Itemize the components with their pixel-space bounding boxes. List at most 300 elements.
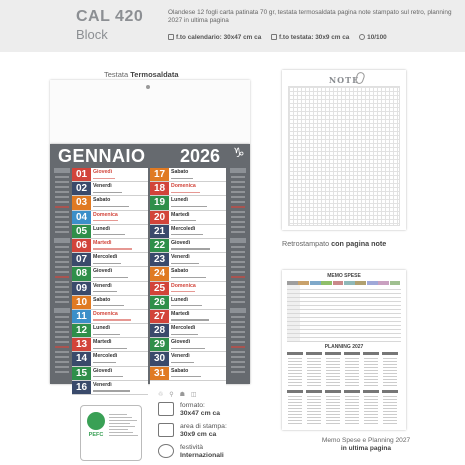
planning-day-line — [383, 402, 397, 403]
saint-line — [93, 375, 123, 379]
planning-month — [363, 352, 379, 386]
saint-line — [171, 219, 196, 223]
day-row — [72, 168, 148, 182]
planning-month — [363, 390, 379, 424]
weekday-name: Lunedì — [171, 197, 189, 204]
weekday-name: Sabato — [93, 296, 111, 303]
saint-line — [93, 204, 129, 208]
memo-column-header — [333, 281, 344, 285]
mini-month-row — [55, 276, 69, 278]
day-number: 30 — [150, 352, 169, 365]
saint-line — [171, 332, 198, 336]
planning-month-header — [344, 352, 360, 355]
planning-day-line — [307, 423, 321, 424]
fine-print-line — [109, 432, 133, 433]
weekday-name: Sabato — [93, 197, 111, 204]
day-row — [72, 182, 148, 196]
weekday-name: Domenica — [171, 282, 196, 289]
memo-row-line — [287, 289, 401, 290]
day-row — [150, 182, 226, 196]
memo-row-line — [287, 305, 401, 306]
mini-month-row — [55, 281, 69, 283]
planning-day-line — [288, 382, 302, 383]
fine-print-line — [109, 429, 128, 430]
planning-day-line — [307, 420, 321, 421]
planning-day-line — [364, 420, 378, 421]
mini-month-row — [231, 321, 245, 323]
pefc-logo: PEFC — [85, 412, 107, 442]
saint-line — [171, 275, 206, 279]
planning-day-line — [326, 364, 340, 365]
planning-day-line — [383, 361, 397, 362]
mini-month-row — [55, 216, 69, 218]
header-caption: Testata Termosaldata — [104, 70, 179, 79]
day-row — [72, 381, 148, 395]
day-number: 24 — [150, 267, 169, 280]
weekday-name: Giovedì — [93, 268, 113, 275]
planning-day-line — [307, 385, 321, 386]
planning-day-line — [383, 414, 397, 415]
planning-day-line — [288, 364, 302, 365]
planning-day-line — [326, 382, 340, 383]
planning-day-line — [326, 408, 340, 409]
mini-month-row — [231, 276, 245, 278]
day-row — [150, 352, 226, 366]
fine-print-line — [109, 435, 138, 436]
mini-month-header — [230, 168, 246, 173]
planning-month — [344, 390, 360, 424]
mini-month-row — [55, 251, 69, 253]
planning-month — [306, 390, 322, 424]
memo-column-header — [344, 281, 355, 285]
saint-line — [93, 176, 115, 180]
mini-month-row — [231, 371, 245, 373]
day-row — [72, 239, 148, 253]
planning-month-header — [344, 390, 360, 393]
memo-column-header — [355, 281, 366, 285]
spec-header: f.to testata: 30x9 cm ca — [271, 34, 349, 41]
mini-month-row — [231, 186, 245, 188]
memo-column-header — [390, 281, 401, 285]
planning-month-header — [363, 352, 379, 355]
planning-day-line — [345, 367, 359, 368]
planning-day-line — [345, 405, 359, 406]
day-row — [150, 282, 226, 296]
day-row — [150, 225, 226, 239]
year-title: 2026 — [180, 146, 221, 166]
mini-month-header — [54, 238, 70, 243]
planning-month-header — [325, 390, 341, 393]
planning-month — [344, 352, 360, 386]
planning-day-line — [364, 367, 378, 368]
weekday-name: Lunedì — [171, 296, 189, 303]
weekday-name: Mercoledì — [171, 225, 196, 232]
planning-grid — [287, 352, 401, 426]
weekday-name: Mercoledì — [171, 325, 196, 332]
planning-month — [382, 352, 398, 386]
saint-line — [171, 247, 210, 251]
planning-day-line — [307, 405, 321, 406]
planning-day-line — [364, 364, 378, 365]
day-number: 27 — [150, 310, 169, 323]
day-number: 15 — [72, 367, 91, 380]
planning-day-line — [307, 376, 321, 377]
mini-month-row — [231, 206, 245, 208]
planning-day-line — [345, 382, 359, 383]
mini-calendar-left — [54, 168, 70, 378]
planning-day-line — [345, 423, 359, 424]
globe-icon — [158, 444, 174, 458]
planning-day-line — [288, 385, 302, 386]
month-title: GENNAIO — [58, 146, 146, 166]
planning-day-line — [288, 361, 302, 362]
saint-line — [93, 247, 132, 251]
mini-month-row — [55, 186, 69, 188]
planning-day-line — [364, 402, 378, 403]
day-number: 03 — [72, 196, 91, 209]
planning-day-line — [364, 399, 378, 400]
planning-day-line — [326, 420, 340, 421]
planning-day-line — [288, 399, 302, 400]
calendar-size-icon — [168, 34, 174, 40]
memo-row-line — [287, 301, 401, 302]
memo-row-line — [287, 317, 401, 318]
day-number: 16 — [72, 381, 91, 394]
mini-month-row — [231, 346, 245, 348]
mini-month-row — [231, 216, 245, 218]
saint-line — [171, 233, 203, 237]
mini-month-row — [231, 226, 245, 228]
planning-day-line — [383, 417, 397, 418]
planning-day-line — [345, 373, 359, 374]
mini-month-row — [231, 361, 245, 363]
memo-row-line — [287, 309, 401, 310]
package-icon — [359, 34, 365, 40]
mini-month-row — [55, 201, 69, 203]
planning-day-line — [326, 379, 340, 380]
saint-line — [93, 360, 116, 364]
planning-day-line — [364, 405, 378, 406]
day-number: 10 — [72, 296, 91, 309]
saint-line — [171, 204, 207, 208]
memo-title: MEMO SPESE — [327, 273, 361, 279]
weekday-name: Lunedì — [93, 225, 111, 232]
saint-line — [171, 290, 195, 294]
planning-day-line — [345, 385, 359, 386]
day-number: 20 — [150, 211, 169, 224]
day-row — [150, 338, 226, 352]
weekday-name: Venerdì — [171, 254, 190, 261]
fine-print-line — [109, 420, 137, 421]
saint-line — [93, 261, 121, 265]
weekday-name: Sabato — [171, 268, 189, 275]
planning-day-line — [288, 370, 302, 371]
planning-day-line — [307, 367, 321, 368]
planning-day-line — [383, 411, 397, 412]
planning-day-line — [326, 399, 340, 400]
day-number: 21 — [150, 225, 169, 238]
mini-month-row — [231, 221, 245, 223]
planning-day-line — [288, 367, 302, 368]
planning-day-line — [383, 396, 397, 397]
weekday-name: Domenica — [93, 310, 118, 317]
memo-row-line — [287, 341, 401, 342]
memo-column-header — [298, 281, 309, 285]
planning-day-line — [288, 411, 302, 412]
mini-month-row — [55, 341, 69, 343]
day-row — [150, 211, 226, 225]
weekday-name: Venerdì — [93, 183, 112, 190]
planning-day-line — [307, 382, 321, 383]
day-row — [150, 296, 226, 310]
planning-day-line — [364, 370, 378, 371]
planning-day-line — [383, 420, 397, 421]
mini-month-row — [231, 291, 245, 293]
day-row — [72, 338, 148, 352]
pefc-badge — [80, 405, 142, 461]
saint-line — [93, 318, 131, 322]
mini-month-row — [231, 351, 245, 353]
planning-day-line — [326, 405, 340, 406]
planning-day-line — [383, 382, 397, 383]
product-header — [0, 0, 465, 52]
day-number: 14 — [72, 352, 91, 365]
day-number: 17 — [150, 168, 169, 181]
mini-month-row — [231, 256, 245, 258]
day-number: 04 — [72, 211, 91, 224]
saint-line — [93, 190, 122, 194]
day-row — [150, 367, 226, 381]
memo-row-line — [287, 333, 401, 334]
planning-day-line — [383, 370, 397, 371]
mini-month-row — [55, 351, 69, 353]
planning-day-line — [288, 414, 302, 415]
product-description: Olandese 12 fogli carta patinata 70 gr, testata termosaldata pagina note stampato sul retro, planning 2027 in ultima pagina — [168, 9, 452, 24]
product-specs — [168, 34, 395, 41]
day-number: 02 — [72, 182, 91, 195]
planning-day-line — [326, 358, 340, 359]
day-number: 08 — [72, 267, 91, 280]
mini-month-row — [231, 201, 245, 203]
planning-day-line — [326, 396, 340, 397]
notes-grid — [288, 86, 400, 226]
mini-month-row — [55, 361, 69, 363]
mini-month-row — [55, 261, 69, 263]
planning-day-line — [364, 358, 378, 359]
mini-month-row — [55, 366, 69, 368]
day-number: 13 — [72, 338, 91, 351]
planning-day-line — [345, 358, 359, 359]
planning-day-line — [288, 423, 302, 424]
planning-day-line — [383, 385, 397, 386]
planning-day-line — [364, 411, 378, 412]
weekday-name: Venerdì — [93, 381, 112, 388]
planning-day-line — [326, 370, 340, 371]
planning-day-line — [307, 414, 321, 415]
tree-icon — [87, 412, 105, 430]
mini-month-row — [231, 366, 245, 368]
weekday-name: Mercoledì — [93, 254, 118, 261]
spec-calendar: f.to calendario: 30x47 cm ca — [168, 34, 261, 41]
weekday-name: Sabato — [171, 169, 189, 175]
mini-month-row — [55, 291, 69, 293]
printer-icon — [158, 423, 174, 437]
mini-month-row — [55, 206, 69, 208]
weekday-name: Sabato — [171, 367, 189, 374]
hang-hole — [146, 85, 150, 89]
planning-day-line — [326, 414, 340, 415]
planning-month-header — [287, 390, 303, 393]
day-row — [150, 196, 226, 210]
planning-month-header — [287, 352, 303, 355]
day-number: 11 — [72, 310, 91, 323]
heat-sealed-header — [50, 80, 250, 144]
weekday-name: Martedì — [171, 211, 190, 218]
planning-month-header — [363, 390, 379, 393]
day-row — [72, 296, 148, 310]
memo-row-line — [287, 313, 401, 314]
calendar-grid-icon — [158, 402, 174, 416]
planning-month-header — [325, 352, 341, 355]
mini-calendar-right — [230, 168, 246, 378]
planning-day-line — [326, 417, 340, 418]
days-column-right — [150, 168, 226, 409]
mini-month-row — [55, 331, 69, 333]
planning-month-header — [306, 390, 322, 393]
weekday-name: Mercoledì — [93, 353, 118, 360]
saint-line — [171, 375, 201, 379]
day-row — [72, 310, 148, 324]
planning-day-line — [288, 417, 302, 418]
mini-month-row — [55, 316, 69, 318]
notes-title: NOTE — [328, 75, 360, 85]
planning-day-line — [383, 376, 397, 377]
weekday-name: Giovedì — [93, 169, 113, 175]
planning-month-header — [382, 352, 398, 355]
memo-row-line — [287, 337, 401, 338]
day-row — [150, 168, 226, 182]
planning-day-line — [345, 361, 359, 362]
mini-month-row — [231, 246, 245, 248]
planning-day-line — [383, 364, 397, 365]
notes-page-preview — [282, 70, 406, 230]
memo-caption: Memo Spese e Planning 2027 in ultima pagina — [321, 437, 411, 452]
weekday-name: Martedì — [171, 310, 190, 317]
mini-month-row — [231, 261, 245, 263]
spec-qty: 10/100 — [359, 34, 387, 41]
planning-day-line — [364, 414, 378, 415]
mini-month-row — [231, 181, 245, 183]
mini-month-row — [231, 301, 245, 303]
planning-day-line — [383, 358, 397, 359]
day-row — [72, 282, 148, 296]
planning-day-line — [288, 405, 302, 406]
weekday-name: Domenica — [171, 183, 196, 190]
mini-month-row — [55, 326, 69, 328]
day-number: 01 — [72, 168, 91, 181]
mini-month-row — [231, 281, 245, 283]
mini-month-row — [55, 231, 69, 233]
day-number: 09 — [72, 282, 91, 295]
planning-day-line — [326, 402, 340, 403]
planning-day-line — [307, 408, 321, 409]
day-row — [72, 267, 148, 281]
mini-month-header — [54, 308, 70, 313]
mini-month-header — [54, 168, 70, 173]
planning-day-line — [364, 379, 378, 380]
planning-day-line — [345, 417, 359, 418]
mini-month-row — [55, 336, 69, 338]
planning-day-line — [364, 423, 378, 424]
planning-day-line — [288, 408, 302, 409]
planning-month — [306, 352, 322, 386]
planning-day-line — [345, 379, 359, 380]
planning-day-line — [288, 373, 302, 374]
day-row — [72, 196, 148, 210]
planning-day-line — [364, 417, 378, 418]
days-column-left — [72, 168, 148, 395]
day-row — [72, 253, 148, 267]
day-row — [72, 211, 148, 225]
planning-day-line — [307, 373, 321, 374]
mini-month-row — [231, 316, 245, 318]
planning-day-line — [383, 373, 397, 374]
day-number: 29 — [150, 338, 169, 351]
mini-month-row — [231, 331, 245, 333]
weekday-name: Lunedì — [93, 325, 111, 332]
memo-row-line — [287, 325, 401, 326]
day-row — [150, 267, 226, 281]
planning-day-line — [288, 379, 302, 380]
mini-month-row — [55, 221, 69, 223]
pefc-fine-print — [109, 412, 141, 438]
mini-month-row — [231, 286, 245, 288]
memo-page-preview — [282, 270, 406, 430]
memo-column-header — [310, 281, 321, 285]
notes-caption: Retrostampato con pagina note — [282, 239, 387, 248]
mini-month-row — [231, 231, 245, 233]
memo-row-line — [287, 321, 401, 322]
weekday-name: Giovedì — [93, 367, 113, 374]
mini-month-row — [231, 271, 245, 273]
planning-day-line — [345, 364, 359, 365]
saint-line — [171, 318, 209, 322]
memo-row-line — [287, 329, 401, 330]
planning-month — [325, 390, 341, 424]
planning-day-line — [288, 402, 302, 403]
planning-day-line — [383, 405, 397, 406]
day-row — [150, 310, 226, 324]
planning-month — [287, 390, 303, 424]
day-number: 06 — [72, 239, 91, 252]
day-row — [150, 253, 226, 267]
saint-line — [93, 233, 125, 237]
day-row — [72, 367, 148, 381]
day-number: 23 — [150, 253, 169, 266]
planning-day-line — [307, 396, 321, 397]
certification-icons: ♲ ⚲ ☗ ◫ — [158, 390, 199, 398]
planning-day-line — [364, 361, 378, 362]
header-size-icon — [271, 34, 277, 40]
saint-line — [93, 389, 130, 393]
mini-month-row — [55, 286, 69, 288]
planning-day-line — [383, 367, 397, 368]
mini-month-row — [231, 196, 245, 198]
fine-print-line — [109, 423, 130, 424]
planning-month-header — [306, 352, 322, 355]
mini-month-row — [55, 296, 69, 298]
weekday-name: Domenica — [93, 211, 118, 218]
